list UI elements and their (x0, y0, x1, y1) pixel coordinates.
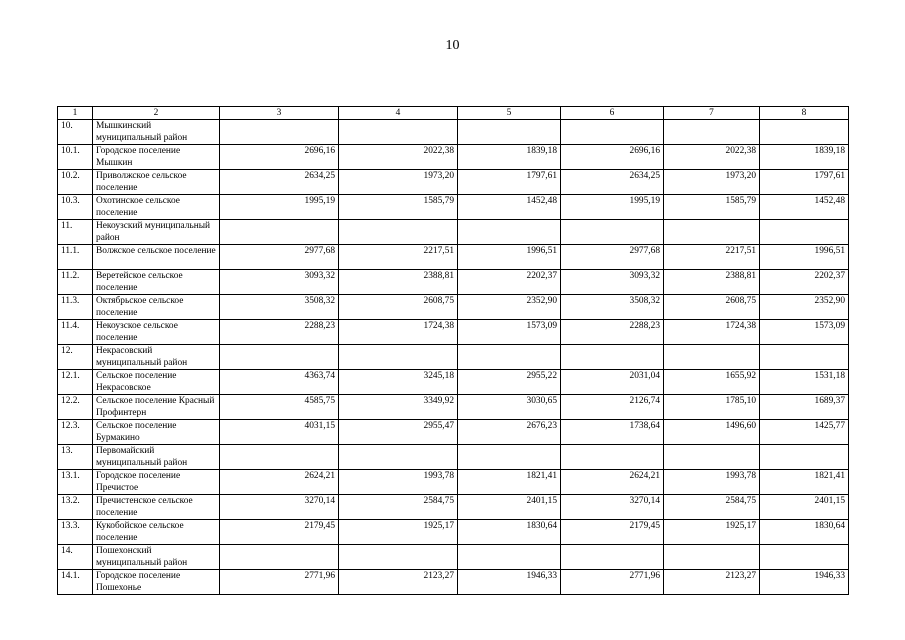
district-row (58, 545, 849, 570)
row-number: 11. (58, 220, 93, 245)
value-col-8: 1425,77 (760, 420, 849, 445)
row-number: 11.2. (58, 270, 93, 295)
value-col-8 (760, 120, 849, 145)
value-col-4: 2955,47 (339, 420, 458, 445)
value-col-4 (339, 545, 458, 570)
value-col-7 (664, 545, 760, 570)
value-col-5: 2955,22 (458, 370, 561, 395)
district-name: Первомайский муниципальный район (93, 445, 220, 470)
value-col-6: 2634,25 (561, 170, 664, 195)
value-col-7: 1585,79 (664, 195, 760, 220)
table-row (58, 470, 849, 495)
value-col-3: 2977,68 (220, 245, 339, 270)
value-col-6: 1995,19 (561, 195, 664, 220)
value-col-4: 2388,81 (339, 270, 458, 295)
value-col-8: 1689,37 (760, 395, 849, 420)
row-number: 12. (58, 345, 93, 370)
value-col-3: 2771,96 (220, 570, 339, 595)
value-col-6 (561, 345, 664, 370)
row-number: 10.2. (58, 170, 93, 195)
value-col-6: 2977,68 (561, 245, 664, 270)
value-col-6 (561, 120, 664, 145)
value-col-4: 1993,78 (339, 470, 458, 495)
value-col-8: 1839,18 (760, 145, 849, 170)
value-col-5: 1797,61 (458, 170, 561, 195)
value-col-3: 2624,21 (220, 470, 339, 495)
settlement-name: Приволжское сельское поселение (93, 170, 220, 195)
value-col-5: 1839,18 (458, 145, 561, 170)
settlement-name: Городское поселение Мышкин (93, 145, 220, 170)
table-row (58, 520, 849, 545)
value-col-3 (220, 445, 339, 470)
value-col-6: 3508,32 (561, 295, 664, 320)
settlement-name: Кукобойское сельское поселение (93, 520, 220, 545)
value-col-8: 1531,18 (760, 370, 849, 395)
value-col-3: 2288,23 (220, 320, 339, 345)
value-col-6 (561, 445, 664, 470)
value-col-3: 2634,25 (220, 170, 339, 195)
value-col-4: 3349,92 (339, 395, 458, 420)
value-col-8 (760, 545, 849, 570)
value-col-3: 2696,16 (220, 145, 339, 170)
settlement-name: Веретейское сельское поселение (93, 270, 220, 295)
value-col-4: 2123,27 (339, 570, 458, 595)
table-row (58, 245, 849, 270)
value-col-5: 2352,90 (458, 295, 561, 320)
value-col-5: 1946,33 (458, 570, 561, 595)
settlement-name: Городское поселение Пречистое (93, 470, 220, 495)
value-col-7 (664, 220, 760, 245)
district-row (58, 120, 849, 145)
value-col-6: 2771,96 (561, 570, 664, 595)
value-col-5 (458, 545, 561, 570)
table-body (58, 120, 849, 595)
value-col-5 (458, 220, 561, 245)
value-col-7: 1973,20 (664, 170, 760, 195)
settlement-name: Охотинское сельское поселение (93, 195, 220, 220)
value-col-7 (664, 120, 760, 145)
district-name: Мышкинский муниципальный район (93, 120, 220, 145)
value-col-7: 2217,51 (664, 245, 760, 270)
value-col-6: 2696,16 (561, 145, 664, 170)
value-col-8: 1797,61 (760, 170, 849, 195)
value-col-4 (339, 445, 458, 470)
value-col-5 (458, 445, 561, 470)
value-col-7: 1993,78 (664, 470, 760, 495)
value-col-7 (664, 345, 760, 370)
settlement-name: Волжское сельское поселение (93, 245, 220, 270)
value-col-8: 1946,33 (760, 570, 849, 595)
value-col-4 (339, 220, 458, 245)
value-col-3: 4363,74 (220, 370, 339, 395)
value-col-7: 1925,17 (664, 520, 760, 545)
table-row (58, 170, 849, 195)
row-number: 11.4. (58, 320, 93, 345)
settlement-name: Городское поселение Пошехонье (93, 570, 220, 595)
value-col-7: 2608,75 (664, 295, 760, 320)
table-row (58, 570, 849, 595)
value-col-5: 1573,09 (458, 320, 561, 345)
value-col-4 (339, 345, 458, 370)
value-col-8 (760, 345, 849, 370)
value-col-3: 1995,19 (220, 195, 339, 220)
row-number: 10. (58, 120, 93, 145)
value-col-3: 4585,75 (220, 395, 339, 420)
table-row (58, 195, 849, 220)
value-col-8: 2401,15 (760, 495, 849, 520)
value-col-7 (664, 445, 760, 470)
value-col-6: 2624,21 (561, 470, 664, 495)
row-number: 12.2. (58, 395, 93, 420)
column-header-4: 4 (339, 107, 458, 120)
value-col-7: 2123,27 (664, 570, 760, 595)
value-col-4: 1585,79 (339, 195, 458, 220)
value-col-6: 2288,23 (561, 320, 664, 345)
row-number: 12.1. (58, 370, 93, 395)
value-col-3: 4031,15 (220, 420, 339, 445)
value-col-3 (220, 120, 339, 145)
value-col-6 (561, 545, 664, 570)
value-col-7: 1724,38 (664, 320, 760, 345)
column-header-8: 8 (760, 107, 849, 120)
district-row (58, 445, 849, 470)
value-col-3: 3270,14 (220, 495, 339, 520)
column-header-1: 1 (58, 107, 93, 120)
value-col-6: 2179,45 (561, 520, 664, 545)
table-row (58, 270, 849, 295)
row-number: 14. (58, 545, 93, 570)
value-col-4: 2608,75 (339, 295, 458, 320)
value-col-3: 3508,32 (220, 295, 339, 320)
value-col-5: 3030,65 (458, 395, 561, 420)
settlement-name: Сельское поселение Бурмакино (93, 420, 220, 445)
row-number: 10.1. (58, 145, 93, 170)
row-number: 13.1. (58, 470, 93, 495)
value-col-8: 1996,51 (760, 245, 849, 270)
value-col-8: 2202,37 (760, 270, 849, 295)
value-col-8: 2352,90 (760, 295, 849, 320)
row-number: 13.2. (58, 495, 93, 520)
table-header-row (58, 107, 849, 120)
row-number: 11.3. (58, 295, 93, 320)
value-col-8: 1452,48 (760, 195, 849, 220)
value-col-8: 1573,09 (760, 320, 849, 345)
table-row (58, 420, 849, 445)
value-col-7: 1496,60 (664, 420, 760, 445)
settlement-name: Октябрьское сельское поселение (93, 295, 220, 320)
value-col-6: 2031,04 (561, 370, 664, 395)
district-row (58, 220, 849, 245)
value-col-5: 2401,15 (458, 495, 561, 520)
settlement-name: Сельское поселение Некрасовское (93, 370, 220, 395)
value-col-8: 1821,41 (760, 470, 849, 495)
value-col-5: 2676,23 (458, 420, 561, 445)
value-col-5: 1996,51 (458, 245, 561, 270)
value-col-8 (760, 445, 849, 470)
table-row (58, 495, 849, 520)
value-col-5: 1830,64 (458, 520, 561, 545)
settlement-name: Некоузское сельское поселение (93, 320, 220, 345)
settlement-name: Сельское поселение Красный Профинтерн (93, 395, 220, 420)
value-col-3 (220, 345, 339, 370)
value-col-3 (220, 545, 339, 570)
district-name: Пошехонский муниципальный район (93, 545, 220, 570)
value-col-4: 1925,17 (339, 520, 458, 545)
column-header-5: 5 (458, 107, 561, 120)
district-name: Некрасовский муниципальный район (93, 345, 220, 370)
row-number: 10.3. (58, 195, 93, 220)
value-col-6: 3270,14 (561, 495, 664, 520)
value-col-4: 2217,51 (339, 245, 458, 270)
value-col-7: 1785,10 (664, 395, 760, 420)
value-col-3: 2179,45 (220, 520, 339, 545)
value-col-4 (339, 120, 458, 145)
value-col-7: 2022,38 (664, 145, 760, 170)
column-header-3: 3 (220, 107, 339, 120)
value-col-3 (220, 220, 339, 245)
table-row (58, 145, 849, 170)
table-row (58, 295, 849, 320)
value-col-4: 3245,18 (339, 370, 458, 395)
value-col-8: 1830,64 (760, 520, 849, 545)
value-col-5 (458, 120, 561, 145)
value-col-6: 1738,64 (561, 420, 664, 445)
district-row (58, 345, 849, 370)
value-col-4: 1724,38 (339, 320, 458, 345)
row-number: 13. (58, 445, 93, 470)
district-name: Некоузский муниципальный район (93, 220, 220, 245)
value-col-7: 2388,81 (664, 270, 760, 295)
column-header-6: 6 (561, 107, 664, 120)
table-row (58, 395, 849, 420)
value-col-3: 3093,32 (220, 270, 339, 295)
row-number: 13.3. (58, 520, 93, 545)
column-header-7: 7 (664, 107, 760, 120)
value-col-8 (760, 220, 849, 245)
value-col-6 (561, 220, 664, 245)
value-col-6: 2126,74 (561, 395, 664, 420)
value-col-7: 2584,75 (664, 495, 760, 520)
value-col-5 (458, 345, 561, 370)
page-number: 10 (445, 38, 460, 53)
row-number: 14.1. (58, 570, 93, 595)
value-col-4: 1973,20 (339, 170, 458, 195)
value-col-6: 3093,32 (561, 270, 664, 295)
table-row (58, 370, 849, 395)
settlement-name: Пречистенское сельское поселение (93, 495, 220, 520)
value-col-4: 2584,75 (339, 495, 458, 520)
value-col-5: 1452,48 (458, 195, 561, 220)
value-col-5: 1821,41 (458, 470, 561, 495)
column-header-2: 2 (93, 107, 220, 120)
table-row (58, 320, 849, 345)
value-col-4: 2022,38 (339, 145, 458, 170)
row-number: 12.3. (58, 420, 93, 445)
row-number: 11.1. (58, 245, 93, 270)
value-col-7: 1655,92 (664, 370, 760, 395)
value-col-5: 2202,37 (458, 270, 561, 295)
tariff-table (57, 106, 849, 595)
